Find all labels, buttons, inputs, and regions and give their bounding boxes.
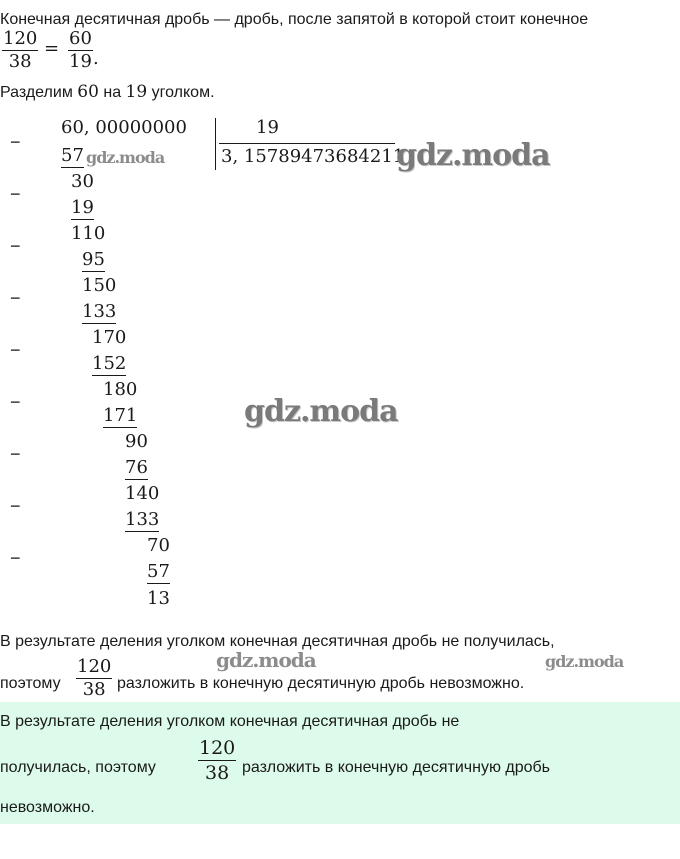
period: . (93, 48, 99, 69)
fraction-numerator: 60 (69, 28, 92, 49)
answer-box (0, 702, 680, 824)
watermark: gdz.moda (216, 648, 316, 672)
division-step: 19 (71, 197, 94, 218)
division-step: 90 (125, 431, 148, 452)
divide-text: Разделим (0, 84, 78, 101)
minus-sign: − (10, 132, 21, 152)
conclusion-suffix: разложить в конечную десятичную дробь невозможно. (117, 675, 525, 692)
division-step: 57 (61, 145, 84, 166)
watermark: gdz.moda (86, 148, 165, 167)
division-step: 140 (125, 483, 160, 504)
division-step: 171 (103, 405, 138, 426)
division-bar (215, 118, 216, 170)
answer-suffix: разложить в конечную десятичную дробь (242, 759, 551, 776)
division-step: 110 (71, 223, 106, 244)
fraction-120-38 (76, 656, 112, 701)
divide-text: на (98, 84, 126, 101)
division-step: 70 (147, 535, 170, 556)
fraction-numerator: 120 (77, 656, 112, 677)
dividend: 60, 00000000 (61, 117, 187, 138)
divisor: 19 (256, 117, 279, 138)
divide-sentence (0, 82, 215, 103)
fraction-numerator: 120 (199, 737, 236, 759)
minus-sign: − (10, 184, 21, 204)
minus-sign: − (10, 236, 21, 256)
fraction-120-38 (198, 736, 236, 785)
quotient-line (219, 143, 395, 144)
minus-sign: − (10, 392, 21, 412)
division-step: 170 (92, 327, 127, 348)
equals-sign: = (44, 38, 60, 59)
minus-sign: − (10, 444, 21, 464)
fraction-denominator: 38 (205, 762, 230, 784)
division-step: 152 (92, 353, 127, 374)
division-step: 57 (147, 561, 170, 582)
answer-line: В результате деления уголком конечная десятичная дробь не (0, 713, 460, 730)
fraction-denominator: 19 (69, 51, 92, 72)
watermark: gdz.moda (396, 138, 550, 173)
minus-sign: − (10, 340, 21, 360)
division-step: 95 (82, 249, 105, 270)
intro-text: Конечная десятичная дробь — дробь, после запятой в которой стоит конечное (0, 11, 589, 28)
division-step: 150 (82, 275, 117, 296)
conclusion-prefix: поэтому (0, 675, 61, 692)
division-step: 180 (103, 379, 138, 400)
watermark: gdz.moda (244, 394, 398, 429)
answer-line: невозможно. (0, 799, 95, 816)
conclusion-line: В результате деления уголком конечная десятичная дробь не получилась, (0, 633, 555, 650)
divide-number: 19 (125, 82, 148, 102)
minus-sign: − (10, 288, 21, 308)
watermark: gdz.moda (545, 652, 624, 671)
division-step: 133 (125, 509, 160, 530)
divide-text: уголком. (147, 84, 215, 101)
division-step: 76 (125, 457, 148, 478)
division-step: 13 (147, 588, 170, 609)
fraction-60-19 (68, 28, 93, 73)
divide-number: 60 (77, 82, 99, 102)
fraction-numerator: 120 (3, 28, 38, 49)
fraction-denominator: 38 (8, 51, 32, 72)
division-step: 30 (71, 171, 94, 192)
fraction-120-38 (2, 28, 38, 73)
minus-sign: − (10, 548, 21, 568)
quotient: 3, 15789473684211 (221, 146, 405, 167)
fraction-denominator: 38 (82, 679, 106, 700)
division-step: 133 (82, 301, 117, 322)
answer-prefix: получилась, поэтому (0, 759, 156, 776)
minus-sign: − (10, 496, 21, 516)
